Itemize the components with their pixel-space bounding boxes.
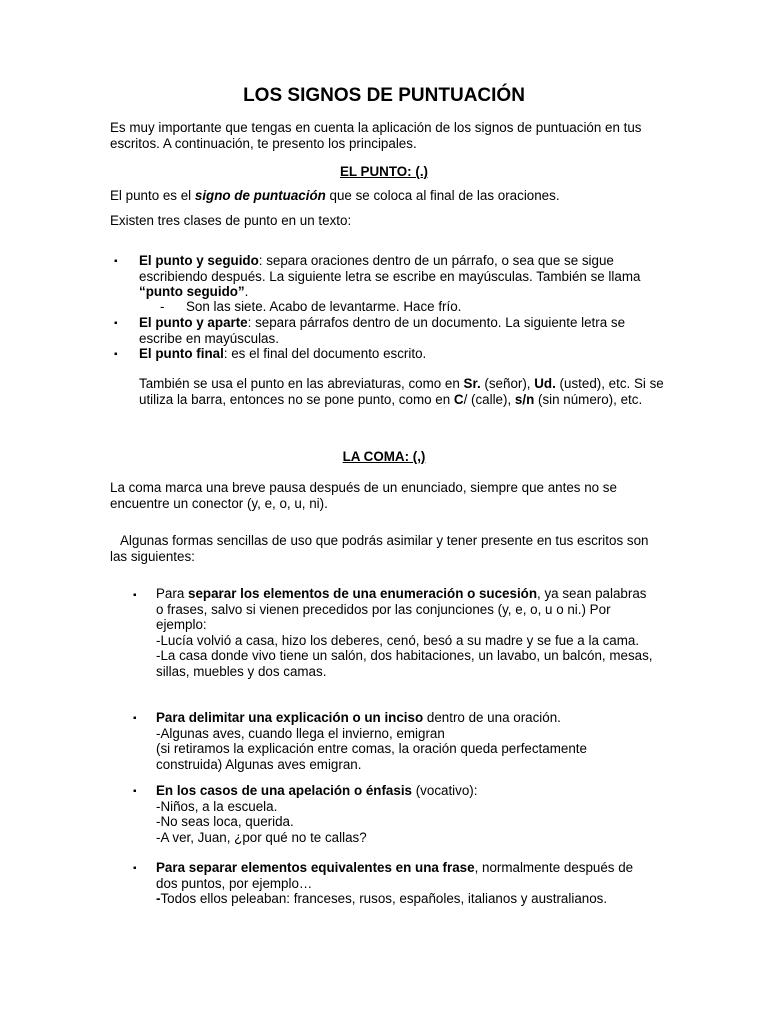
term-label: separar los elementos de una enumeración o sucesión (188, 586, 538, 601)
text-run: : es el final del documento escrito. (223, 346, 427, 361)
bullet-marker: ▪ (133, 863, 137, 874)
coma-item-equivalentes (156, 860, 656, 907)
example-line: (si retiramos la explicación entre comas, la oración queda perfectamente construida) Algunas aves emigran. (156, 741, 587, 772)
emphasis-text: signo de puntuación (194, 188, 326, 203)
example-line: -Lucía volvió a casa, hizo los deberes, cenó, besó a su madre y se fue a la cama. (156, 632, 640, 648)
coma-formas: Algunas formas sencillas de uso que podrás asimilar y tener presente en tus escritos son las siguientes: (110, 533, 649, 564)
text-run: También se usa el punto en las abreviaturas, como en (139, 376, 464, 391)
example-line: -Niños, a la escuela. (156, 798, 278, 814)
coma-item-enumeracion (156, 586, 656, 679)
term-label: El punto final (139, 346, 224, 361)
text-run: El punto es el (110, 188, 195, 203)
text-run: Todos ellos peleaban: franceses, rusos, españoles, italianos y australianos. (160, 891, 608, 906)
heading-punto: EL PUNTO: (.) (339, 164, 429, 179)
text-run: , normalmente después de dos puntos, por ejemplo… (156, 860, 634, 891)
abbr: Sr. (463, 376, 481, 391)
bullet-marker: ▪ (114, 318, 118, 329)
coma-definition: La coma marca una breve pausa después de un enunciado, siempre que antes no se encuentre un conector (y, e, o, u, ni). (110, 480, 617, 511)
example-dash: - (156, 891, 161, 906)
punto-definition (110, 188, 660, 204)
bullet-marker: ▪ (114, 349, 118, 360)
text-run: . (244, 284, 249, 299)
term-label: En los casos de una apelación o énfasis (156, 783, 412, 798)
term-label: Para separar elementos equivalentes en una frase (156, 860, 475, 875)
abbr: s/n (514, 391, 535, 407)
text-run: (sin número), etc. (534, 391, 643, 407)
list-item-punto-aparte (139, 315, 669, 346)
text-run: que se coloca al final de las oraciones. (325, 188, 560, 203)
punto-clases: Existen tres clases de punto en un texto: (110, 213, 352, 228)
page-title: LOS SIGNOS DE PUNTUACIÓN (243, 85, 525, 106)
quote-term: “punto seguido” (139, 284, 245, 299)
text-run: dentro de una oración. (423, 710, 561, 725)
text-run: (vocativo): (412, 783, 478, 798)
example-line (156, 891, 656, 907)
text-run: : separa oraciones dentro de un párrafo, o sea que se sigue escribiendo después. La siguiente letra se escribe en mayúsculas. También se llama (139, 253, 641, 284)
text-run: / (calle), (463, 391, 515, 407)
abbr: Ud. (534, 376, 556, 391)
term-label: El punto y seguido (139, 253, 259, 268)
term-label: Para delimitar una explicación o un inciso (156, 710, 424, 725)
example-dash: - (160, 299, 165, 314)
intro-paragraph: Es muy importante que tengas en cuenta la aplicación de los signos de puntuación en tus escritos. A continuación, te presento los principales. (110, 120, 642, 151)
bullet-marker: ▪ (114, 256, 118, 267)
example-text: Son las siete. Acabo de levantarme. Hace frío. (186, 299, 462, 314)
text-run: (señor), (480, 376, 535, 391)
abreviaturas-paragraph (139, 376, 669, 407)
bullet-marker: ▪ (133, 786, 137, 797)
list-item-punto-seguido (139, 253, 669, 300)
coma-item-inciso (156, 710, 656, 772)
bullet-marker: ▪ (133, 713, 137, 724)
example-line: -No seas loca, querida. (156, 814, 294, 829)
abbr: C (453, 391, 464, 407)
example-line: -La casa donde vivo tiene un salón, dos habitaciones, un lavabo, un balcón, mesas, sillas, muebles y dos camas. (156, 648, 653, 679)
list-item-punto-final (139, 346, 669, 362)
example-line: -A ver, Juan, ¿por qué no te callas? (156, 829, 367, 845)
coma-item-apelacion (156, 783, 656, 845)
term-label: El punto y aparte (139, 315, 248, 330)
heading-coma: LA COMA: (,) (342, 449, 426, 464)
text-run: (usted), etc. Si se utiliza la barra, entonces no se pone punto, como en (139, 376, 664, 407)
text-run: : separa párrafos dentro de un documento. La siguiente letra se escribe en mayúsculas. (139, 315, 626, 346)
text-run: Para (156, 586, 189, 601)
example-line: -Algunas aves, cuando llega el invierno, emigran (156, 725, 445, 741)
bullet-marker: ▪ (133, 590, 137, 601)
text-run: , ya sean palabras o frases, salvo si vienen precedidos por las conjunciones (y, e, o, u o ni.) Por ejemplo: (156, 586, 647, 632)
